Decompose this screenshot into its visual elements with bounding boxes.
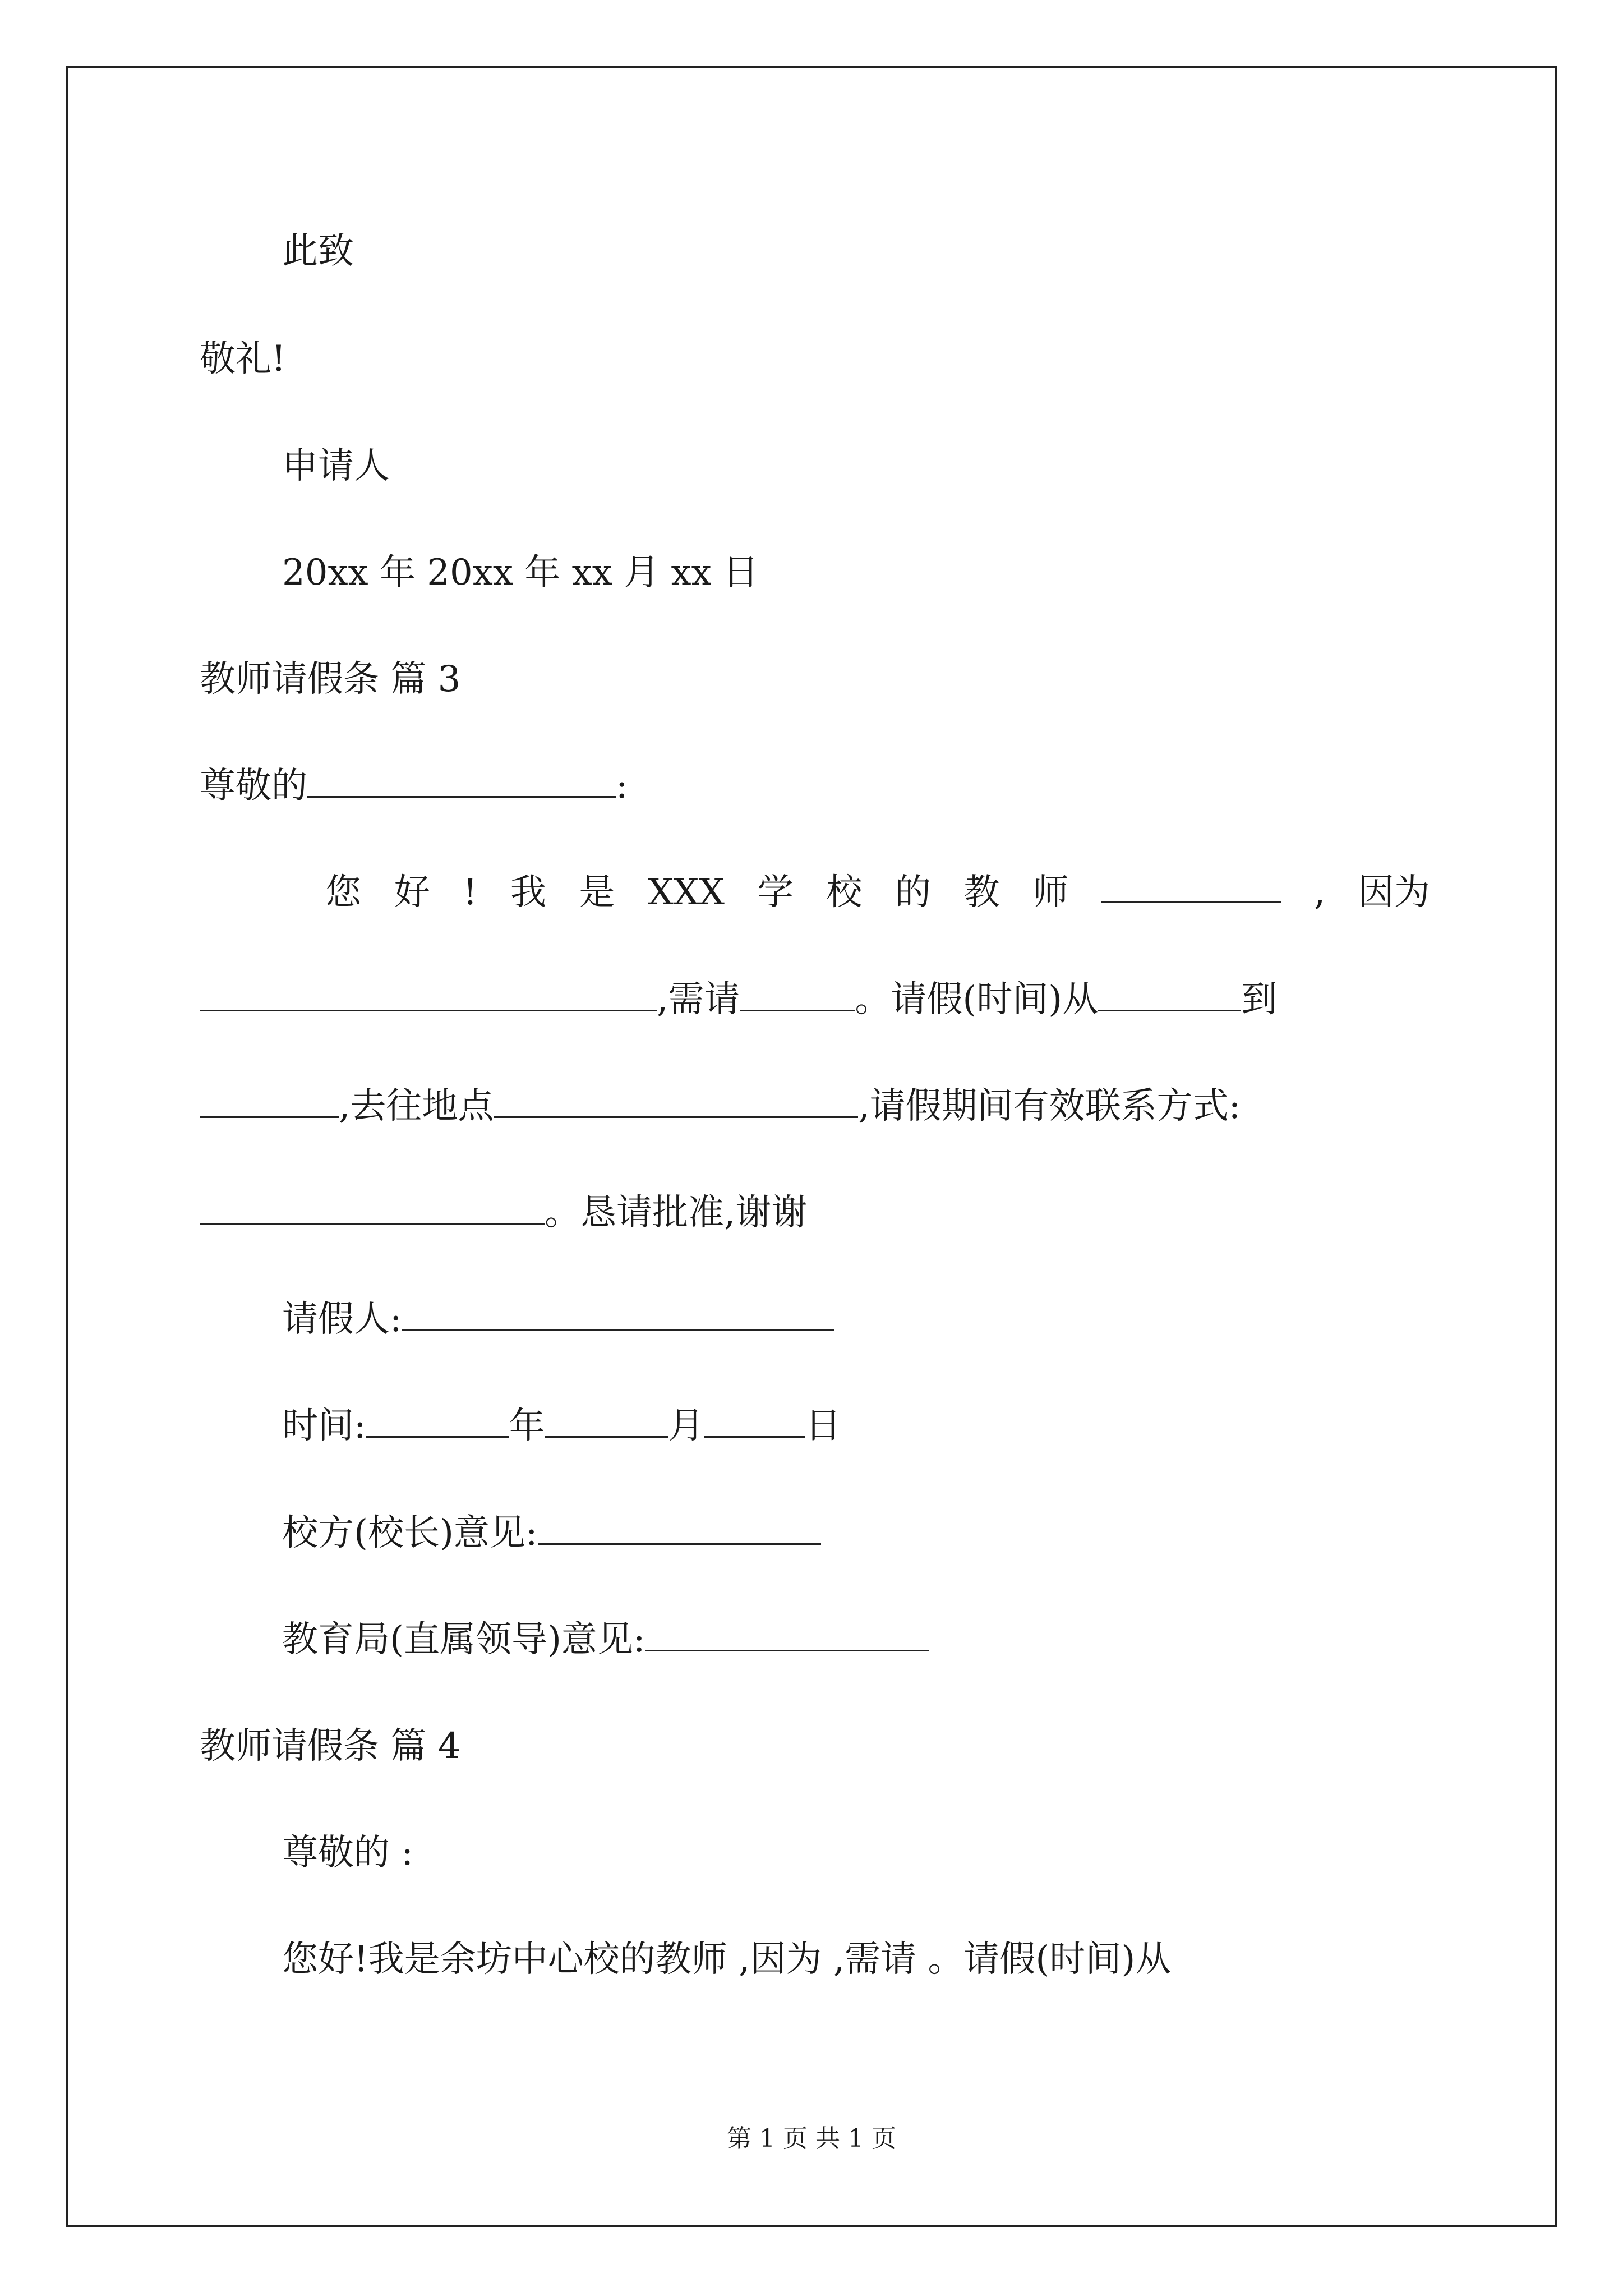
word-4: 我	[510, 872, 546, 913]
body-line-4	[200, 1190, 807, 1235]
applicant-label: 申请人	[282, 445, 390, 487]
word-9: 的	[895, 872, 932, 913]
day-blank	[704, 1405, 805, 1438]
body-line-3	[200, 1084, 1241, 1129]
approval-request: 。恳请批准,谢谢	[545, 1192, 808, 1234]
month-label: 月	[668, 1405, 704, 1447]
principal-opinion-line	[282, 1511, 821, 1556]
requester-line	[282, 1297, 834, 1342]
closing-cizhi: 此致	[282, 231, 354, 272]
principal-opinion-label: 校方(校长)意见:	[282, 1512, 538, 1554]
time-line	[282, 1404, 841, 1448]
destination-label: ,去往地点	[339, 1085, 494, 1127]
application-date: 20xx 年 20xx 年 xx 月 xx 日	[282, 552, 759, 593]
from-date-blank	[1098, 978, 1241, 1011]
requester-label: 请假人:	[282, 1299, 402, 1340]
month-blank	[545, 1405, 668, 1438]
word-1: 您	[325, 872, 361, 913]
reason-blank	[200, 978, 657, 1011]
leave-type-blank	[740, 978, 855, 1011]
word-8: 校	[826, 872, 863, 913]
time-label: 时间:	[282, 1405, 366, 1447]
section-heading-4: 教师请假条 篇 4	[200, 1726, 461, 1767]
word-3: !	[463, 872, 478, 913]
word-6: XXX	[648, 872, 725, 913]
page-footer: 第 1 页 共 1 页	[727, 2124, 896, 2153]
requester-blank	[402, 1298, 834, 1331]
body-line-2	[200, 977, 1277, 1022]
page-border	[66, 66, 1557, 2227]
recipient-blank	[307, 765, 616, 798]
leave-time-label: 。请假(时间)从	[855, 979, 1099, 1020]
principal-opinion-blank	[538, 1512, 821, 1545]
contact-blank	[200, 1191, 545, 1225]
contact-label: ,请假期间有效联系方式:	[858, 1085, 1241, 1127]
body-line-last: 您好!我是余坊中心校的教师 ,因为 ,需请 。请假(时间)从	[282, 1939, 1172, 1980]
word-7: 学	[757, 872, 794, 913]
need-request-label: ,需请	[657, 979, 740, 1020]
closing-jingli: 敬礼!	[200, 338, 286, 380]
word-2: 好	[394, 872, 430, 913]
bureau-opinion-label: 教育局(直属领导)意见:	[282, 1619, 645, 1660]
because-label: 因为	[1358, 872, 1430, 913]
to-label: 到	[1241, 979, 1278, 1020]
body-line-1	[325, 870, 1430, 915]
word-5: 是	[579, 872, 615, 913]
destination-blank	[494, 1085, 858, 1118]
bureau-opinion-line	[282, 1617, 929, 1662]
day-label: 日	[805, 1405, 841, 1447]
salutation-prefix: 尊敬的	[200, 765, 307, 807]
section-heading-3: 教师请假条 篇 3	[200, 659, 461, 700]
to-date-blank	[200, 1085, 339, 1118]
year-blank	[366, 1405, 509, 1438]
comma-1: ,	[1313, 872, 1326, 913]
word-10: 教	[963, 872, 1000, 913]
teacher-name-blank	[1101, 870, 1281, 903]
year-label: 年	[509, 1405, 545, 1447]
salutation-line	[200, 763, 628, 808]
salutation-suffix: :	[616, 765, 628, 807]
salutation-2: 尊敬的 :	[282, 1832, 413, 1874]
bureau-opinion-blank	[645, 1618, 929, 1651]
word-11: 师	[1032, 872, 1069, 913]
